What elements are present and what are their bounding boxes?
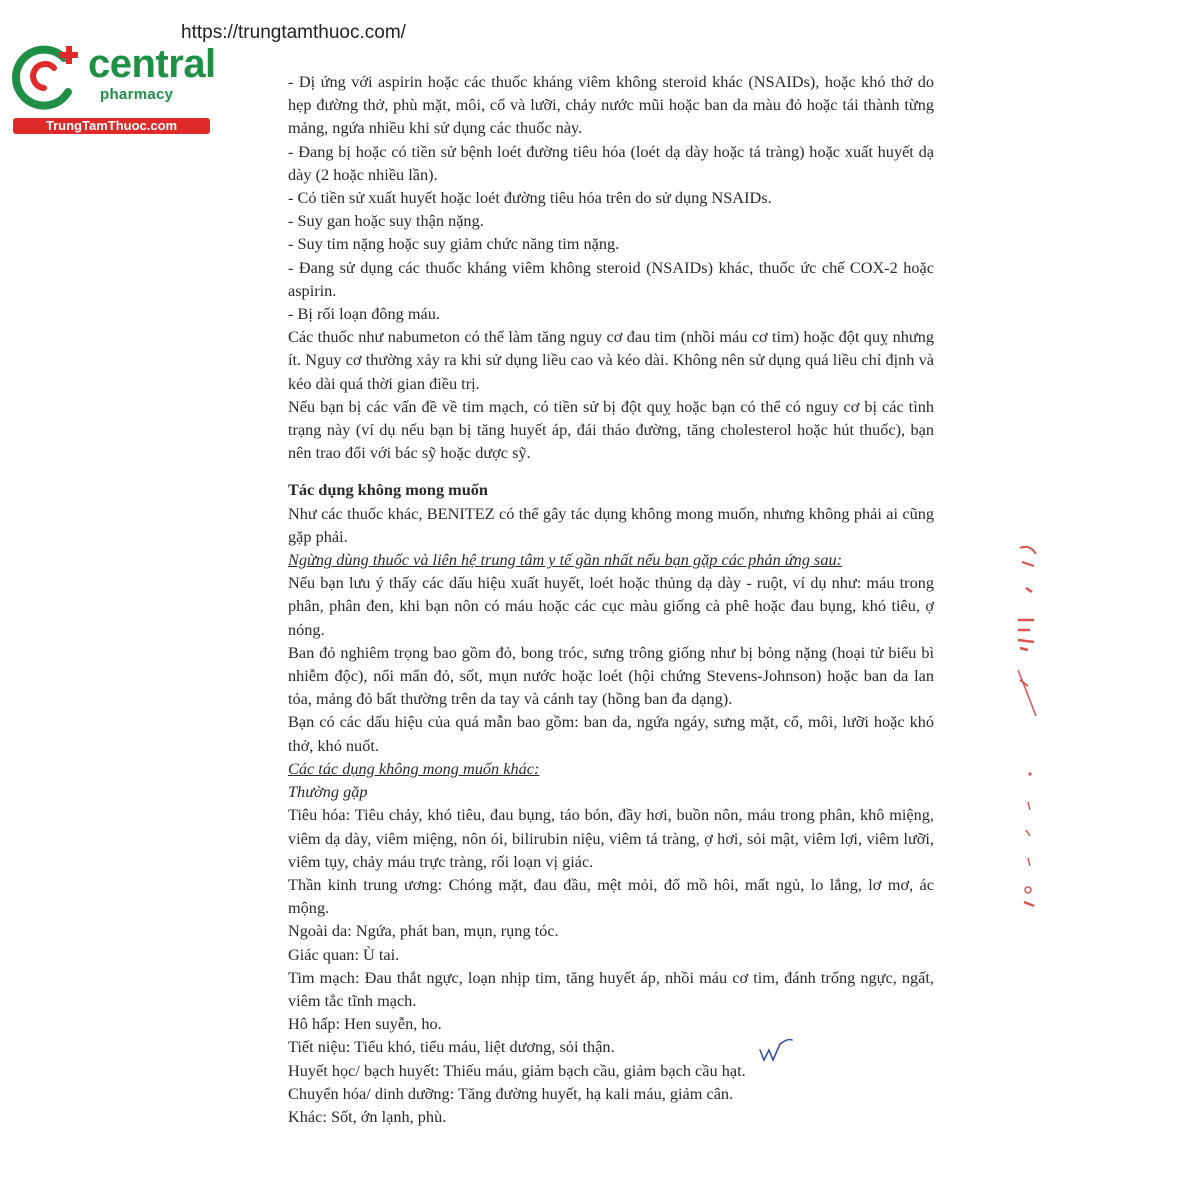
stop-item-1: Nếu bạn lưu ý thấy các dấu hiệu xuất huyết, loét hoặc thủng dạ dày - ruột, ví dụ như: máu trong phân, phân đen, khi bạn nôn có máu hoặc các cục màu giống cà phê hoặc đau bụng, khó tiêu, ợ nóng. — [288, 573, 934, 639]
leaflet-body — [288, 70, 934, 1128]
source-url[interactable]: https://trungtamthuoc.com/ — [181, 22, 406, 43]
side-effects-heading: Tác dụng không mong muốn — [288, 480, 488, 500]
other-effects-heading: Các tác dụng không mong muốn khác: — [288, 758, 540, 778]
stop-item-2: Ban đỏ nghiêm trọng bao gồm đỏ, bong tróc, sưng trông giống như bị bỏng nặng (hoại tử biểu bì nhiễm độc), nổi mẩn đỏ, sốt, mụn nước hoặc loét (hội chứng Stevens-Johnson) hoặc ban da lan tỏa, mảng đỏ bất thường trên da tay và cánh tay (hồng ban đa dạng). — [288, 642, 934, 709]
contraindication-2: - Đang bị hoặc có tiền sử bệnh loét đường tiêu hóa (loét dạ dày hoặc tá tràng) hoặc xuất huyết dạ dày (2 hoặc nhiều lần). — [288, 141, 934, 184]
pharmacy-logo — [10, 38, 220, 138]
warning-paragraph-2: Nếu bạn bị các vấn đề về tim mạch, có tiền sử bị đột quỵ hoặc bạn có thể có nguy cơ bị các tình trạng này (ví dụ nếu bạn bị tăng huyết áp, đái tháo đường, tăng cholesterol hoặc hút thuốc), bạn nên trao đổi với bác sỹ hoặc dược sỹ. — [288, 396, 934, 463]
stop-use-heading: Ngừng dùng thuốc và liên hệ trung tâm y tế gần nhất nếu bạn gặp các phản ứng sau: — [288, 550, 843, 570]
other-item-9: Chuyển hóa/ dinh dưỡng: Tăng đường huyết, hạ kali máu, giảm cân. — [288, 1083, 734, 1103]
frequency-label: Thường gặp — [288, 782, 368, 802]
other-item-10: Khác: Sốt, ớn lạnh, phù. — [288, 1106, 447, 1126]
logo-mark-icon — [10, 40, 86, 116]
contraindication-6: - Đang sử dụng các thuốc kháng viêm không steroid (NSAIDs) khác, thuốc ức chế COX-2 hoặc aspirin. — [288, 257, 934, 300]
other-item-1: Tiêu hóa: Tiêu chảy, khó tiêu, đau bụng, táo bón, đầy hơi, buồn nôn, máu trong phân, khô miệng, viêm dạ dày, viêm miệng, nôn ói, bilirubin niệu, viêm tá tràng, ợ hơi, sỏi mật, viêm lợi, viêm lưỡi, viêm tụy, chảy máu trực tràng, rối loạn vị giác. — [288, 805, 934, 871]
warning-paragraph-1: Các thuốc như nabumeton có thể làm tăng nguy cơ đau tim (nhồi máu cơ tim) hoặc đột quỵ nhưng ít. Nguy cơ thường xảy ra khi sử dụng liều cao và kéo dài. Không nên sử dụng quá liều chỉ định và kéo dài quá thời gian điều trị. — [288, 327, 934, 393]
logo-banner: TrungTamThuoc.com — [13, 118, 210, 134]
other-item-3: Ngoài da: Ngứa, phát ban, mụn, rụng tóc. — [288, 921, 559, 941]
logo-sub-text: pharmacy — [100, 86, 174, 103]
other-item-2: Thần kinh trung ương: Chóng mặt, đau đầu, mệt mỏi, đổ mồ hôi, mất ngủ, lo lắng, lơ mơ, ác mộng. — [288, 874, 934, 918]
other-item-6: Hô hấp: Hen suyễn, ho. — [288, 1014, 442, 1034]
other-item-4: Giác quan: Ù tai. — [288, 944, 400, 964]
logo-brand-text: central — [88, 42, 216, 86]
stop-item-3: Bạn có các dấu hiệu của quá mẫn bao gồm: ban da, ngứa ngáy, sưng mặt, cổ, môi, lưỡi hoặc khó thở, khó nuốt. — [288, 712, 934, 755]
contraindication-3: - Có tiền sử xuất huyết hoặc loét đường tiêu hóa trên do sử dụng NSAIDs. — [288, 188, 772, 208]
contraindication-5: - Suy tim nặng hoặc suy giảm chức năng tim nặng. — [288, 234, 620, 254]
other-item-7: Tiết niệu: Tiểu khó, tiểu máu, liệt dương, sỏi thận. — [288, 1037, 615, 1057]
contraindication-7: - Bị rối loạn đông máu. — [288, 304, 440, 324]
side-effects-intro: Như các thuốc khác, BENITEZ có thể gây tác dụng không mong muốn, nhưng không phải ai cũng gặp phải. — [288, 503, 934, 546]
other-item-5: Tim mạch: Đau thắt ngực, loạn nhịp tim, tăng huyết áp, nhồi máu cơ tim, đánh trống ngực, ngất, viêm tắc tĩnh mạch. — [288, 967, 934, 1010]
other-item-8: Huyết học/ bạch huyết: Thiếu máu, giảm bạch cầu, giảm bạch cầu hạt. — [288, 1060, 746, 1080]
contraindication-4: - Suy gan hoặc suy thận nặng. — [288, 211, 484, 231]
contraindication-1: - Dị ứng với aspirin hoặc các thuốc kháng viêm không steroid khác (NSAIDs), hoặc khó thở do hẹp đường thở, phù mặt, môi, cổ và lưỡi, chảy nước mũi hoặc ban da màu đỏ hoặc tái thành từng mảng, ngứa nhiều khi sử dụng các thuốc này. — [288, 72, 934, 138]
red-stamp-fragment-icon — [1012, 540, 1042, 910]
signature-mark-icon — [758, 1036, 794, 1066]
